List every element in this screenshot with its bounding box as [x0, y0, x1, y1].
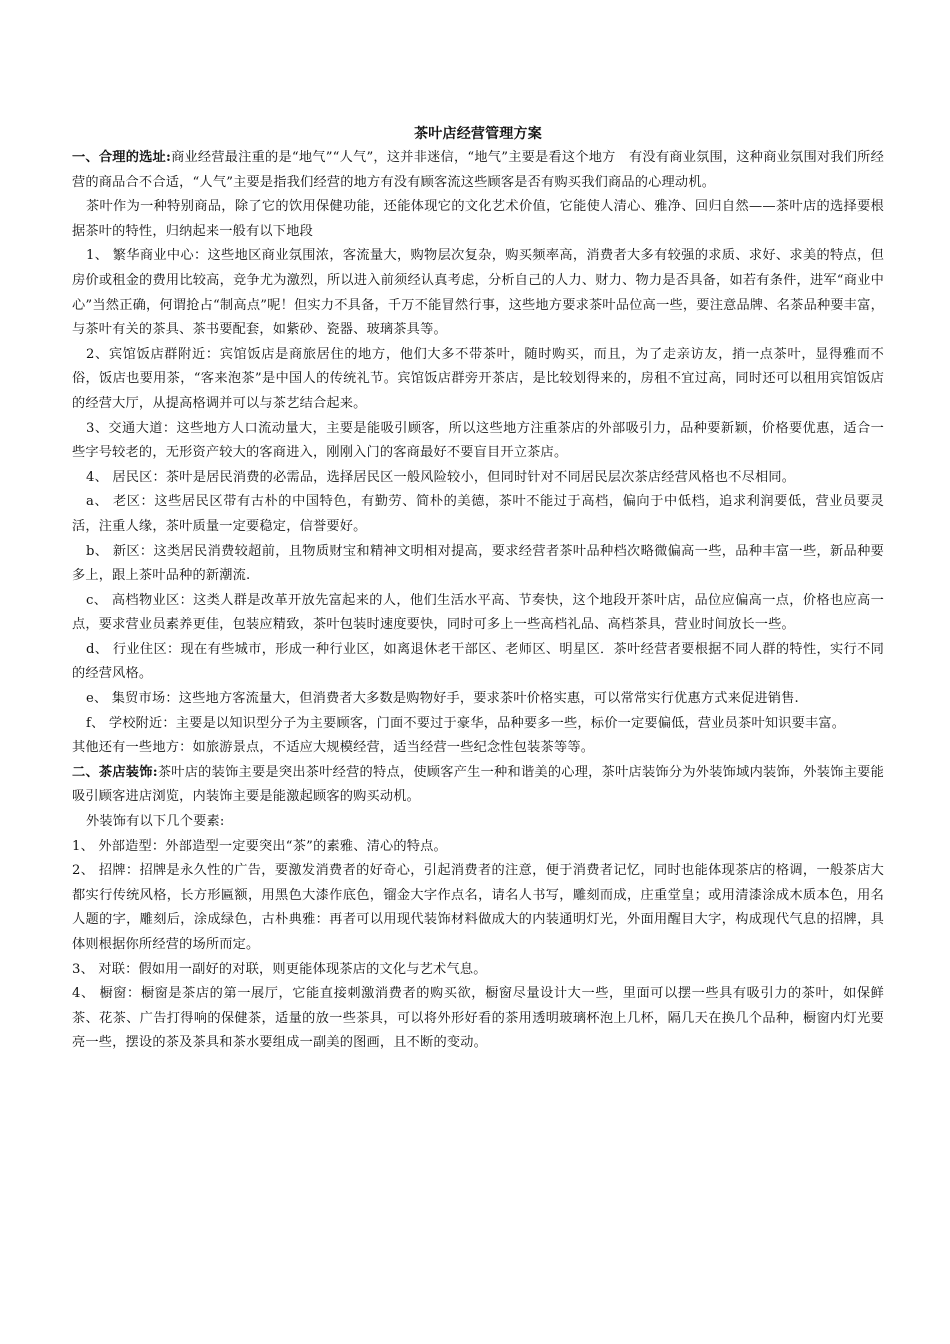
- location-item-1: 1、 繁华商业中心：这些地区商业氛围浓，客流量大，购物层次复杂，购买频率高，消费者大多有较强的求质、求好、求美的特点，但房价或租金的费用比较高，竞争尤为激烈，所以进入前须经认真考虑，分析自己的人力、财力、物力是否具备，如若有条件，进军“商业中心”当然正确，何谓抢占“制高点”呢！但实力不具备，千万不能冒然行事，这些地方要求茶叶品位高一些，要注意品牌、名茶品种要丰富，与茶叶有关的茶具、茶书要配套，如紫砂、瓷器、玻璃茶具等。: [72, 248, 884, 338]
- section-1-text: 商业经营最注重的是“地气”“人气”，这并非迷信，“地气”主要是看这个地方 有没有商业氛围，这种商业氛围对我们所经营的商品合不合适，“人气”主要是指我们经营的地方有没有顾客流这些顾客是否有购买我们商品的心理动机。: [72, 150, 884, 190]
- document-page: [72, 122, 884, 1056]
- section-2-text: 茶叶店的装饰主要是突出茶叶经营的特点，使顾客产生一种和谐美的心理，茶叶店装饰分为外装饰域内装饰，外装饰主要能吸引顾客进店浏览，内装饰主要是能激起顾客的购买动机。: [72, 764, 884, 805]
- intro-paragraph: 茶叶作为一种特别商品，除了它的饮用保健功能，还能体现它的文化艺术价值，它能使人清心、雅净、回归自然——茶叶店的选择要根据茶叶的特性，归纳起来一般有以下地段: [72, 199, 884, 239]
- location-item-4: 4、 居民区：茶叶是居民消费的必需品，选择居民区一般风险较小，但同时针对不同居民层次茶店经营风格也不尽相同。: [86, 469, 796, 485]
- outer-item-3: 3、 对联：假如用一副好的对联，则更能体现茶店的文化与艺术气息。: [72, 961, 487, 977]
- outer-item-1: 1、 外部造型：外部造型一定要突出“茶”的素雅、清心的特点。: [72, 838, 447, 854]
- other-locations-paragraph: 其他还有一些地方：如旅游景点，不适应大规模经营，适当经营一些纪念性包装茶等等。: [72, 740, 595, 756]
- section-1-heading: 一、合理的选址:: [72, 150, 172, 165]
- location-item-e: e、 集贸市场：这些地方客流量大，但消费者大多数是购物好手，要求茶叶价格实惠，可以常常实行优惠方式来促进销售.: [86, 691, 799, 707]
- section-2-heading: 二、茶店装饰:: [72, 764, 158, 780]
- section-1-paragraph: [72, 146, 884, 195]
- outer-decoration-intro: 外装饰有以下几个要素:: [86, 814, 225, 830]
- outer-item-2: 2、 招牌：招牌是永久性的广告，要激发消费者的好奇心，引起消费者的注意，便于消费者记忆，同时也能体现茶店的格调，一般茶店大都实行传统风格，长方形匾额，用黑色大漆作底色，镏金大字作点名，请名人书写，雕刻而成，庄重堂皇；或用清漆涂成木质本色，用名人题的字，雕刻后，涂成绿色，古朴典雅：再者可以用现代装饰材料做成大的内装通明灯光，外面用醒目大字，构成现代气息的招牌，具体则根据你所经营的场所而定。: [72, 863, 884, 952]
- section-2-paragraph: [72, 761, 884, 810]
- location-item-a: a、 老区：这些居民区带有古朴的中国特色，有勤劳、简朴的美德，茶叶不能过于高档，偏向于中低档，追求利润要低，营业员要灵活，注重人缘，茶叶质量一定要稳定，信誉要好。: [72, 494, 884, 534]
- location-item-f: f、 学校附近：主要是以知识型分子为主要顾客，门面不要过于豪华，品种要多一些，标价一定要偏低，营业员茶叶知识要丰富。: [86, 715, 846, 731]
- location-item-b: b、 新区：这类居民消费较超前，且物质财宝和精神文明相对提高，要求经营者茶叶品种档次略微偏高一些，品种丰富一些，新品种要多上，跟上茶叶品种的新潮流.: [72, 543, 884, 584]
- location-item-d: d、 行业住区：现在有些城市，形成一种行业区，如离退休老干部区、老师区、明星区．茶叶经营者要根据不同人群的特性，实行不同的经营风格。: [72, 641, 884, 682]
- location-item-c: c、 高档物业区：这类人群是改革开放先富起来的人，他们生活水平高、节奏快，这个地段开茶叶店，品位应偏高一点，价格也应高一点，要求营业员素养更佳，包装应精致，茶叶包装时速度要快，同时可多上一些高档礼品、高档茶具，营业时间放长一些。: [72, 592, 884, 633]
- outer-item-4: 4、 橱窗：橱窗是茶店的第一展厅，它能直接刺激消费者的购买欲，橱窗尽量设计大一些，里面可以摆一些具有吸引力的茶叶，如保鲜茶、花茶、广告打得响的保健茶，适量的放一些茶具，可以将外形好看的茶用透明玻璃杯泡上几杯，隔几天在换几个品种，橱窗内灯光要亮一些，摆设的茶及茶具和茶水要组成一副美的图画，且不断的变动。: [72, 986, 884, 1051]
- location-item-3: 3、交通大道：这些地方人口流动量大，主要是能吸引顾客，所以这些地方注重茶店的外部吸引力，品种要新颖，价格要优惠，适合一些字号较老的，无形资产较大的客商进入，刚刚入门的客商最好不要盲目开立茶店。: [72, 420, 884, 461]
- location-item-2: 2、宾馆饭店群附近：宾馆饭店是商旅居住的地方，他们大多不带茶叶，随时购买，而且，为了走亲访友，捎一点茶叶，显得雅而不俗，饭店也要用茶，“客来泡茶”是中国人的传统礼节。宾馆饭店群旁开茶店，是比较划得来的，房租不宜过高，同时还可以租用宾馆饭店的经营大厅，从提高格调并可以与茶艺结合起来。: [72, 346, 884, 411]
- document-title: 茶叶店经营管理方案: [414, 126, 542, 142]
